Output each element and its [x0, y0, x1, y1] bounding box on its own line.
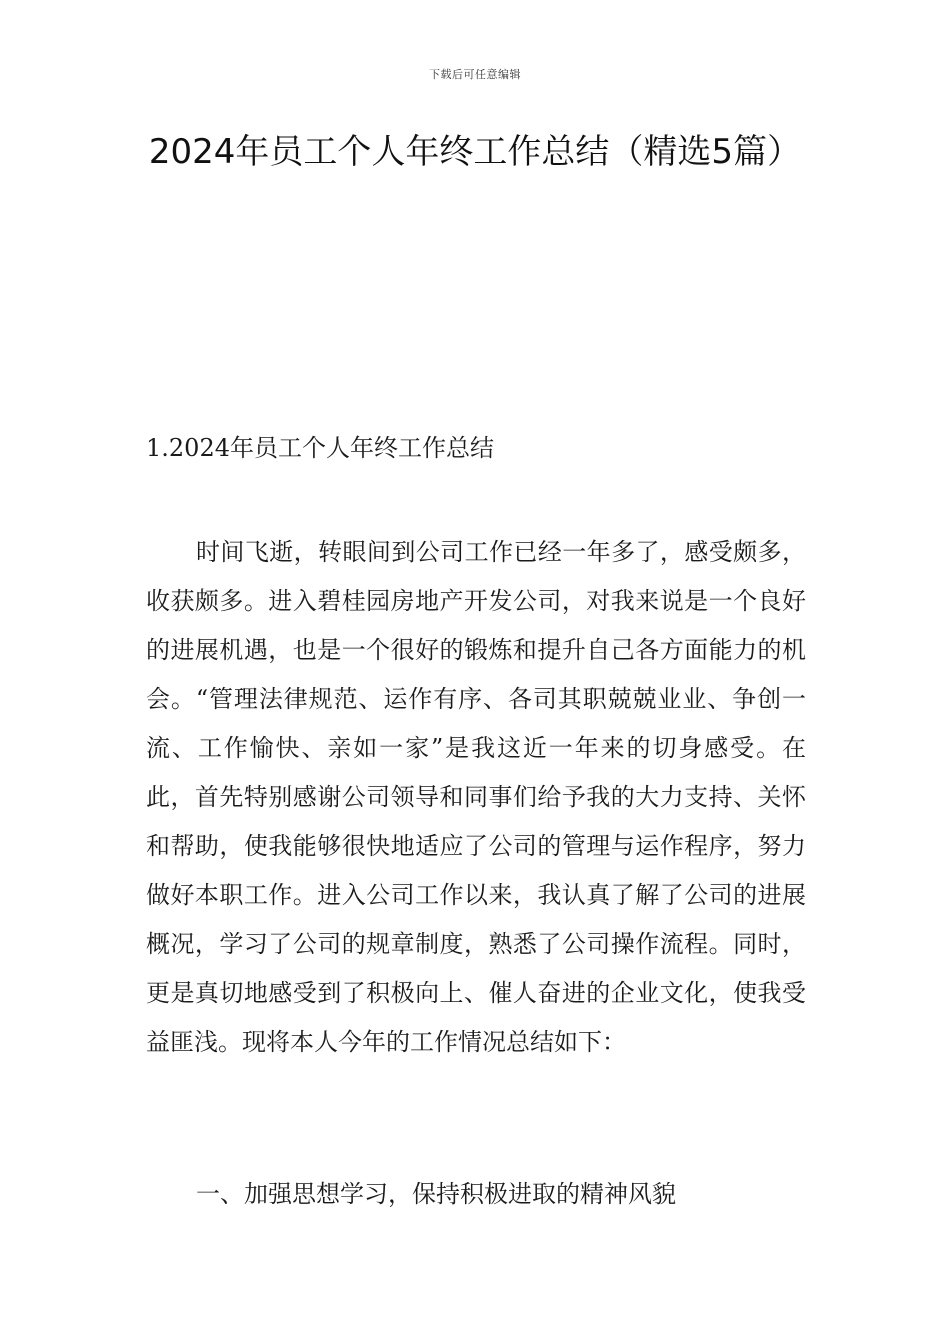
body-paragraph: 时间飞逝，转眼间到公司工作已经一年多了，感受颇多，收获颇多。进入碧桂园房地产开发公司，对我来说是一个良好的进展机遇，也是一个很好的锻炼和提升自己各方面能力的机会。“管理法律规范、运作有序、各司其职兢兢业业、争创一流、工作愉快、亲如一家”是我这近一年来的切身感受。在此，首先特别感谢公司领导和同事们给予我的大力支持、关怀和帮助，使我能够很快地适应了公司的管理与运作程序，努力做好本职工作。进入公司工作以来，我认真了解了公司的进展概况，学习了公司的规章制度，熟悉了公司操作流程。同时，更是真切地感受到了积极向上、催人奋进的企业文化，使我受益匪浅。现将本人今年的工作情况总结如下： — [146, 538, 806, 1056]
sub-heading: 一、加强思想学习，保持积极进取的精神风貌 — [196, 1180, 676, 1208]
section-heading: 1.2024年员工个人年终工作总结 — [146, 434, 494, 462]
header-note: 下载后可任意编辑 — [429, 68, 521, 81]
document-title: 2024年员工个人年终工作总结（精选5篇） — [148, 132, 802, 172]
